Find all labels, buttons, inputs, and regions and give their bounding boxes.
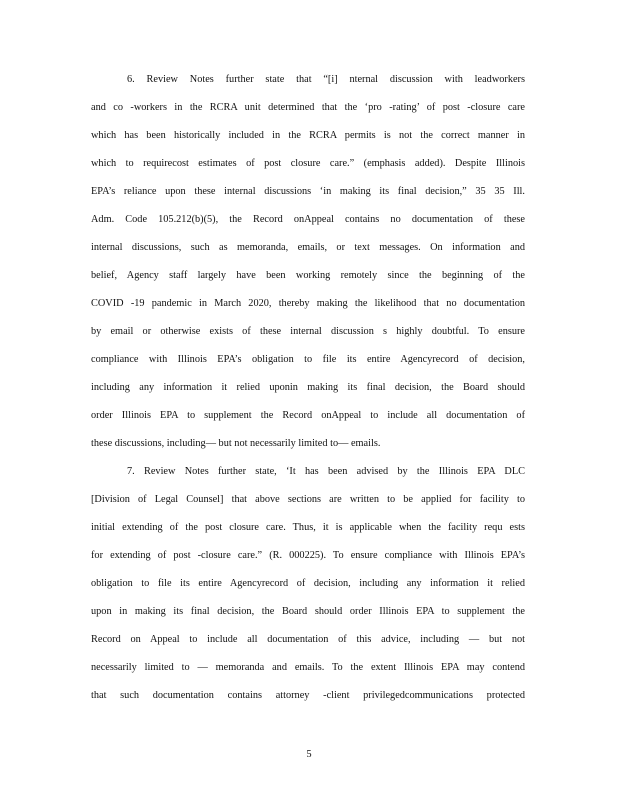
text-line: which to requirecost estimates of post closure care.” (emphasis added). Despite Illinois	[91, 158, 525, 169]
text-line: for extending of post -closure care.” (R. 000225). To ensure compliance with Illinois EPA’s	[91, 550, 525, 561]
text-line: compliance with Illinois EPA’s obligation to file its entire Agencyrecord of decision,	[91, 354, 525, 365]
text-line: EPA’s reliance upon these internal discussions ‘in making its final decision,” 35 35 Ill.	[91, 186, 525, 197]
text-line: and co -workers in the RCRA unit determined that the ‘pro -rating’ of post -closure care	[91, 102, 525, 113]
text-line: necessarily limited to — memoranda and emails. To the extent Illinois EPA may contend	[91, 662, 525, 673]
text-line: that such documentation contains attorney -client privilegedcommunications protected	[91, 690, 525, 701]
paragraph-6	[91, 66, 525, 458]
text-line: COVID -19 pandemic in March 2020, thereby making the likelihood that no documentation	[91, 298, 525, 309]
text-line: which has been historically included in the RCRA permits is not the correct manner in	[91, 130, 525, 141]
text-line: upon in making its final decision, the Board should order Illinois EPA to supplement the	[91, 606, 525, 617]
text-line: 6. Review Notes further state that “[i] nternal discussion with leadworkers	[127, 74, 525, 85]
text-line: belief, Agency staff largely have been working remotely since the beginning of the	[91, 270, 525, 281]
text-line: Record on Appeal to include all documentation of this advice, including — but not	[91, 634, 525, 645]
text-line: these discussions, including— but not necessarily limited to— emails.	[91, 438, 381, 449]
text-line: [Division of Legal Counsel] that above sections are written to be applied for facility to	[91, 494, 525, 505]
text-line: order Illinois EPA to supplement the Record onAppeal to include all documentation of	[91, 410, 525, 421]
text-line: by email or otherwise exists of these internal discussion s highly doubtful. To ensure	[91, 326, 525, 337]
paragraph-7	[91, 458, 525, 710]
text-line: internal discussions, such as memoranda, emails, or text messages. On information and	[91, 242, 525, 253]
text-line: initial extending of the post closure care. Thus, it is applicable when the facility requ ests	[91, 522, 525, 533]
text-line: Adm. Code 105.212(b)(5), the Record onAppeal contains no documentation of these	[91, 214, 525, 225]
page-number: 5	[306, 749, 312, 760]
text-line: 7. Review Notes further state, ‘It has been advised by the Illinois EPA DLC	[127, 466, 525, 477]
text-line: including any information it relied uponin making its final decision, the Board should	[91, 382, 525, 393]
text-line: obligation to file its entire Agencyrecord of decision, including any information it relied	[91, 578, 525, 589]
